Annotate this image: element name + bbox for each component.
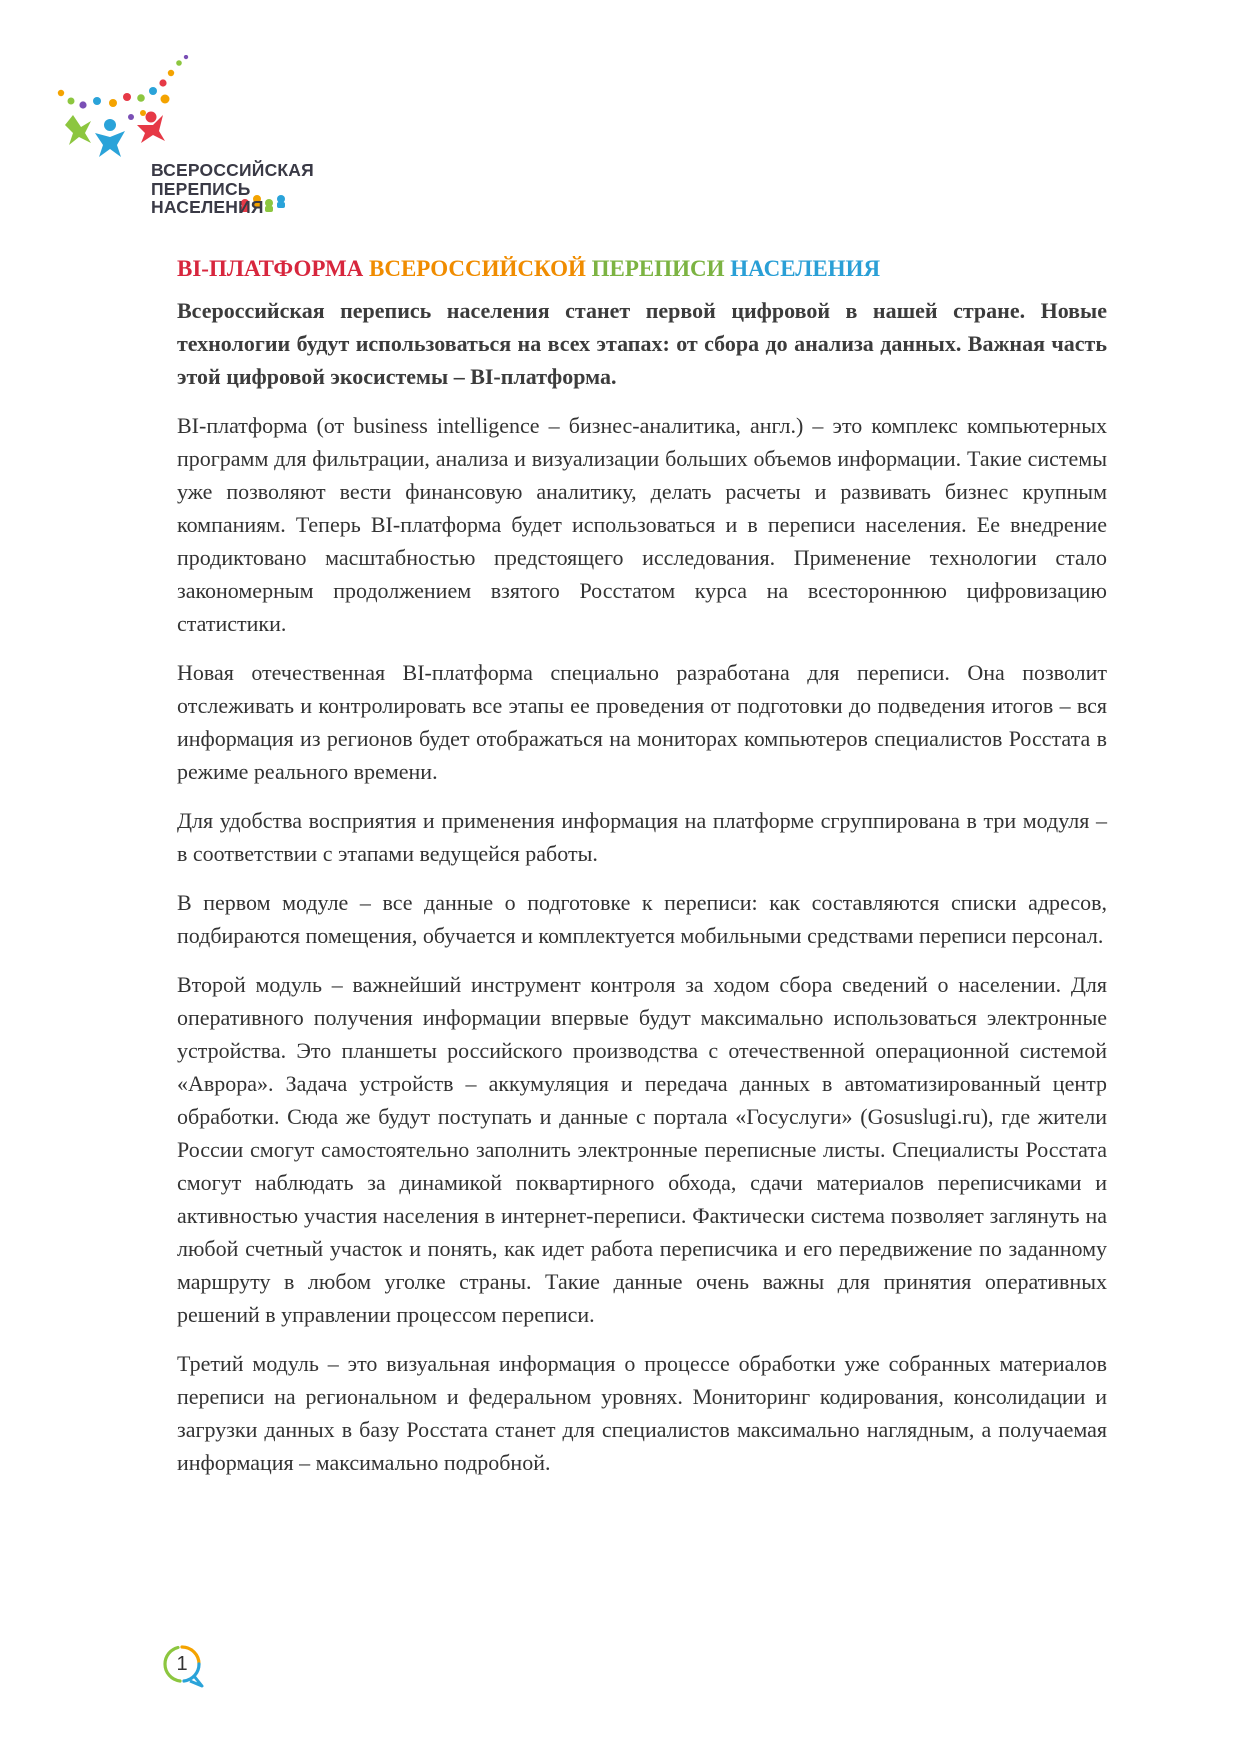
paragraph: Третий модуль – это визуальная информация о процессе обработки уже собранных материалов переписи на региональном и федеральном уровнях. Мониторинг кодирования, консолидации и загрузки данных в базу Росстата станет для специалистов максимально наглядным, а получаемая информация – максимально подробной.	[177, 1351, 1107, 1475]
paragraph: Для удобства восприятия и применения информация на платформе сгруппирована в три модуля – в соответствии с этапами ведущейся работы.	[177, 808, 1107, 866]
title-part-4: НАСЕЛЕНИЯ	[730, 256, 881, 281]
paragraph: Новая отечественная BI-платформа специально разработана для переписи. Она позволит отслеживать и контролировать все этапы ее проведения от подготовки до подведения итогов – вся информация из регионов будет отображаться на мониторах компьютеров специалистов Росстата в режиме реального времени.	[177, 660, 1107, 784]
logo-line-3: НАСЕЛЕНИЯ	[151, 197, 264, 217]
page-number-text: 1	[176, 1653, 188, 1675]
title-part-3: ПЕРЕПИСИ	[591, 256, 725, 281]
logo-line-1: ВСЕРОССИЙСКАЯ	[151, 160, 314, 180]
logo-text	[151, 161, 314, 217]
title-part-2: ВСЕРОССИЙСКОЙ	[369, 256, 586, 281]
page-number	[162, 1644, 208, 1690]
paragraph: Второй модуль – важнейший инструмент контроля за ходом сбора сведений о населении. Для оперативного получения информации впервые будут максимально использоваться электронные устройства. Это планшеты российского производства с отечественной операционной системой «Аврора». Задача устройств – аккумуляция и передача данных в автоматизированный центр обработки. Сюда же будут поступать и данные с портала «Госуслуги» (Gosuslugi.ru), где жители России смогут самостоятельно заполнить электронные переписные листы. Специалисты Росстата смогут наблюдать за динамикой поквартирного обхода, сдачи материалов переписчиками и активностью участия населения в интернет-переписи. Фактически система позволяет заглянуть на любой счетный участок и понять, как идет работа переписчика и его передвижение по заданному маршруту в любом уголке страны. Такие данные очень важны для принятия оперативных решений в управлении процессом переписи.	[177, 972, 1107, 1327]
logo-line-2: ПЕРЕПИСЬ	[151, 178, 251, 199]
document-body	[177, 254, 1107, 1495]
document-title	[177, 254, 1107, 284]
paragraph: В первом модуле – все данные о подготовке к переписи: как составляются списки адресов, подбираются помещения, обучается и комплектуется мобильными средствами переписи персонал.	[177, 890, 1107, 948]
title-part-1: BI-ПЛАТФОРМА	[177, 256, 364, 281]
paragraph: BI-платформа (от business intelligence – бизнес-аналитика, англ.) – это комплекс компьютерных программ для фильтрации, анализа и визуализации больших объемов информации. Такие системы уже позволяют вести финансовую аналитику, делать расчеты и развивать бизнес крупным компаниям. Теперь BI-платформа будет использоваться и в переписи населения. Ее внедрение продиктовано масштабностью предстоящего исследования. Применение технологии стало закономерным продолжением взятого Росстатом курса на всестороннюю цифровизацию статистики.	[177, 413, 1107, 636]
census-logo	[55, 55, 335, 245]
lead-paragraph: Всероссийская перепись населения станет первой цифровой в нашей стране. Новые технологии будут использоваться на всех этапах: от сбора до анализа данных. Важная часть этой цифровой экосистемы – BI-платформа.	[177, 298, 1107, 389]
